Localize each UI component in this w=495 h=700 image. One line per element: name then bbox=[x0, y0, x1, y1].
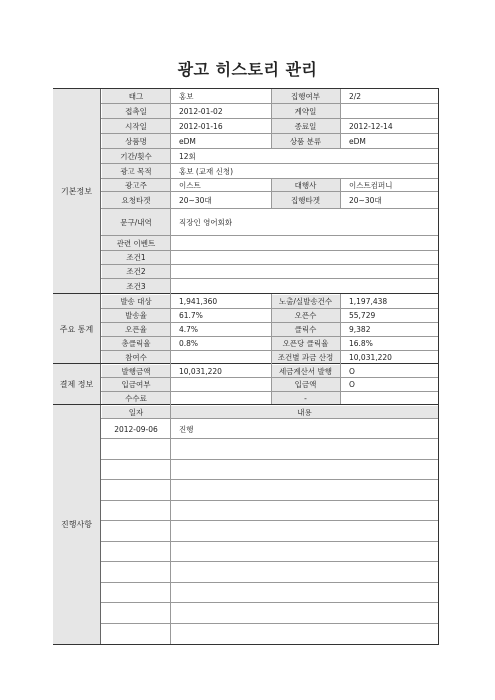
grid-line bbox=[101, 250, 438, 251]
tag-value[interactable]: 홍보 bbox=[179, 91, 194, 101]
ad-purpose-label: 광고 목적 bbox=[102, 164, 170, 178]
progress-content-cell[interactable] bbox=[171, 542, 438, 562]
grid-line bbox=[101, 308, 438, 309]
section-basic-info: 기본정보 bbox=[53, 89, 101, 294]
grid-line bbox=[101, 561, 438, 562]
condition3-label: 조건3 bbox=[102, 279, 170, 293]
related-event-label: 관련 이벤트 bbox=[102, 236, 170, 250]
section-progress: 진행사항 bbox=[53, 405, 101, 644]
exec-status-value[interactable]: 2/2 bbox=[349, 91, 362, 101]
tag-label: 태그 bbox=[102, 89, 170, 103]
condition3-value[interactable] bbox=[171, 279, 438, 293]
progress-content-cell[interactable] bbox=[171, 603, 438, 623]
grid-vline bbox=[271, 179, 272, 208]
send-target-label: 발송 대상 bbox=[102, 295, 170, 308]
grid-line bbox=[101, 500, 438, 501]
section-divider bbox=[53, 363, 439, 364]
total-click-rate-label: 총클릭율 bbox=[102, 337, 170, 350]
copy-value[interactable]: 직장인 영어회화 bbox=[179, 217, 233, 227]
advertiser-value[interactable]: 이스트 bbox=[179, 180, 201, 190]
participants-label: 참여수 bbox=[102, 351, 170, 364]
send-target-value: 1,941,360 bbox=[179, 297, 218, 306]
agency-value[interactable]: 이스트컴퍼니 bbox=[349, 180, 393, 190]
grid-line bbox=[101, 623, 438, 624]
grid-line bbox=[101, 602, 438, 603]
grid-vline bbox=[340, 104, 341, 148]
progress-content-cell[interactable] bbox=[171, 480, 438, 500]
receipt-date-value[interactable]: 2012-01-02 bbox=[179, 106, 223, 116]
grid-line bbox=[101, 350, 438, 351]
deposit-amount-value[interactable]: O bbox=[349, 380, 355, 389]
grid-line bbox=[101, 235, 438, 236]
deposit-amount-label: 입금액 bbox=[271, 378, 340, 391]
grid-line bbox=[101, 178, 438, 179]
date-column-header: 일자 bbox=[102, 406, 170, 418]
click-count-label: 클릭수 bbox=[271, 323, 340, 336]
exec-status-label: 집행여부 bbox=[271, 89, 340, 103]
requested-target-label: 요청타겟 bbox=[102, 192, 170, 208]
open-count-label: 오픈수 bbox=[271, 309, 340, 322]
click-per-open-value: 16.8% bbox=[349, 339, 373, 348]
grid-line bbox=[101, 459, 438, 460]
grid-line bbox=[101, 278, 438, 279]
product-category-label: 상품 분류 bbox=[271, 134, 340, 148]
contract-date-label: 계약일 bbox=[271, 104, 340, 118]
tax-invoice-label: 세금계산서 발행 bbox=[271, 365, 340, 377]
progress-date-cell[interactable] bbox=[102, 521, 170, 541]
progress-date-cell[interactable] bbox=[102, 480, 170, 500]
grid-vline bbox=[340, 89, 341, 103]
start-date-label: 시작일 bbox=[102, 119, 170, 133]
grid-line bbox=[101, 264, 438, 265]
fee-extra-label: - bbox=[271, 392, 340, 404]
ad-purpose-value[interactable]: 홍보 (교재 신청) bbox=[179, 166, 234, 176]
send-rate-label: 발송율 bbox=[102, 309, 170, 322]
issue-amount-label: 발행금액 bbox=[102, 365, 170, 377]
grid-line bbox=[101, 520, 438, 521]
condition2-label: 조건2 bbox=[102, 265, 170, 278]
progress-content-cell[interactable] bbox=[171, 624, 438, 644]
grid-vline bbox=[271, 89, 272, 103]
grid-line bbox=[101, 118, 438, 119]
receipt-date-label: 접촉일 bbox=[102, 104, 170, 118]
start-date-value[interactable]: 2012-01-16 bbox=[179, 121, 223, 131]
executed-target-value[interactable]: 20~30대 bbox=[349, 195, 382, 205]
grid-vline bbox=[170, 89, 171, 644]
progress-content-cell[interactable] bbox=[171, 501, 438, 521]
grid-line bbox=[101, 391, 438, 392]
fee-value[interactable] bbox=[171, 392, 271, 404]
tax-invoice-value[interactable]: O bbox=[349, 366, 355, 376]
progress-date-cell[interactable] bbox=[102, 460, 170, 480]
grid-line bbox=[101, 418, 438, 419]
billing-calc-value: 10,031,220 bbox=[349, 353, 392, 362]
grid-line bbox=[101, 208, 438, 209]
grid-line bbox=[101, 582, 438, 583]
issue-amount-value[interactable]: 10,031,220 bbox=[179, 366, 222, 376]
grid-vline bbox=[340, 179, 341, 208]
progress-content-cell[interactable] bbox=[171, 439, 438, 459]
progress-content-cell[interactable] bbox=[171, 460, 438, 480]
click-per-open-label: 오픈당 클릭율 bbox=[271, 337, 340, 350]
progress-content-cell[interactable] bbox=[171, 562, 438, 582]
page-title: 광고 히스토리 관리 bbox=[177, 60, 318, 79]
advertiser-label: 광고주 bbox=[102, 179, 170, 191]
condition1-value[interactable] bbox=[171, 251, 438, 264]
section-payment-info: 결제 정보 bbox=[53, 364, 101, 405]
open-count-value: 55,729 bbox=[349, 311, 376, 320]
section-divider bbox=[53, 404, 439, 405]
condition1-label: 조건1 bbox=[102, 251, 170, 264]
progress-content-cell[interactable] bbox=[171, 521, 438, 541]
requested-target-value[interactable]: 20~30대 bbox=[179, 195, 212, 205]
progress-date-cell[interactable] bbox=[102, 501, 170, 521]
deposit-status-label: 입금여부 bbox=[102, 378, 170, 391]
period-count-value[interactable]: 12회 bbox=[179, 151, 196, 161]
open-rate-value: 4.7% bbox=[179, 325, 199, 334]
progress-content-cell[interactable] bbox=[171, 583, 438, 603]
grid-vline bbox=[340, 294, 341, 404]
fee-label: 수수료 bbox=[102, 392, 170, 404]
open-rate-label: 오픈율 bbox=[102, 323, 170, 336]
grid-vline bbox=[271, 104, 272, 148]
product-name-value[interactable]: eDM bbox=[179, 136, 196, 146]
click-count-value: 9,382 bbox=[349, 325, 371, 334]
progress-date-cell[interactable] bbox=[102, 542, 170, 562]
copy-label: 문구/내역 bbox=[102, 209, 170, 235]
grid-line bbox=[101, 322, 438, 323]
related-event-value[interactable] bbox=[171, 236, 438, 250]
progress-date-cell[interactable]: 2012-09-06 bbox=[114, 424, 158, 434]
total-click-rate-value: 0.8% bbox=[179, 339, 199, 348]
grid-line bbox=[101, 541, 438, 542]
grid-vline bbox=[271, 294, 272, 404]
deposit-status-value[interactable] bbox=[171, 378, 271, 391]
condition2-value[interactable] bbox=[171, 265, 438, 278]
send-rate-value: 61.7% bbox=[179, 311, 203, 320]
grid-line bbox=[101, 438, 438, 439]
exposure-count-value: 1,197,438 bbox=[349, 297, 388, 306]
progress-date-cell[interactable] bbox=[102, 603, 170, 623]
progress-date-cell[interactable] bbox=[102, 624, 170, 644]
exposure-count-label: 노출/실발송건수 bbox=[271, 295, 340, 308]
grid-line bbox=[101, 163, 438, 164]
grid-line bbox=[101, 148, 438, 149]
grid-line bbox=[101, 336, 438, 337]
section-divider bbox=[53, 293, 439, 294]
period-count-label: 기간/횟수 bbox=[102, 149, 170, 163]
agency-label: 대행사 bbox=[271, 179, 340, 191]
end-date-label: 종료일 bbox=[271, 119, 340, 133]
progress-date-cell[interactable] bbox=[102, 439, 170, 459]
end-date-value[interactable]: 2012-12-14 bbox=[349, 121, 393, 131]
grid-line bbox=[101, 191, 438, 192]
fee-extra-value[interactable] bbox=[341, 392, 438, 404]
executed-target-label: 집행타겟 bbox=[271, 192, 340, 208]
grid-line bbox=[101, 479, 438, 480]
progress-date-cell[interactable] bbox=[102, 583, 170, 603]
grid-line bbox=[101, 103, 438, 104]
content-column-header: 내용 bbox=[171, 406, 438, 418]
grid-line bbox=[101, 133, 438, 134]
section-main-stats: 주요 통계 bbox=[53, 294, 101, 364]
grid-line bbox=[101, 377, 438, 378]
progress-date-cell[interactable] bbox=[102, 562, 170, 582]
billing-calc-label: 조건별 과금 산정 bbox=[271, 351, 340, 364]
progress-content-cell[interactable]: 진행 bbox=[179, 424, 194, 434]
product-name-label: 상품명 bbox=[102, 134, 170, 148]
contract-date-value[interactable] bbox=[341, 104, 438, 118]
product-category-value[interactable]: eDM bbox=[349, 136, 366, 146]
